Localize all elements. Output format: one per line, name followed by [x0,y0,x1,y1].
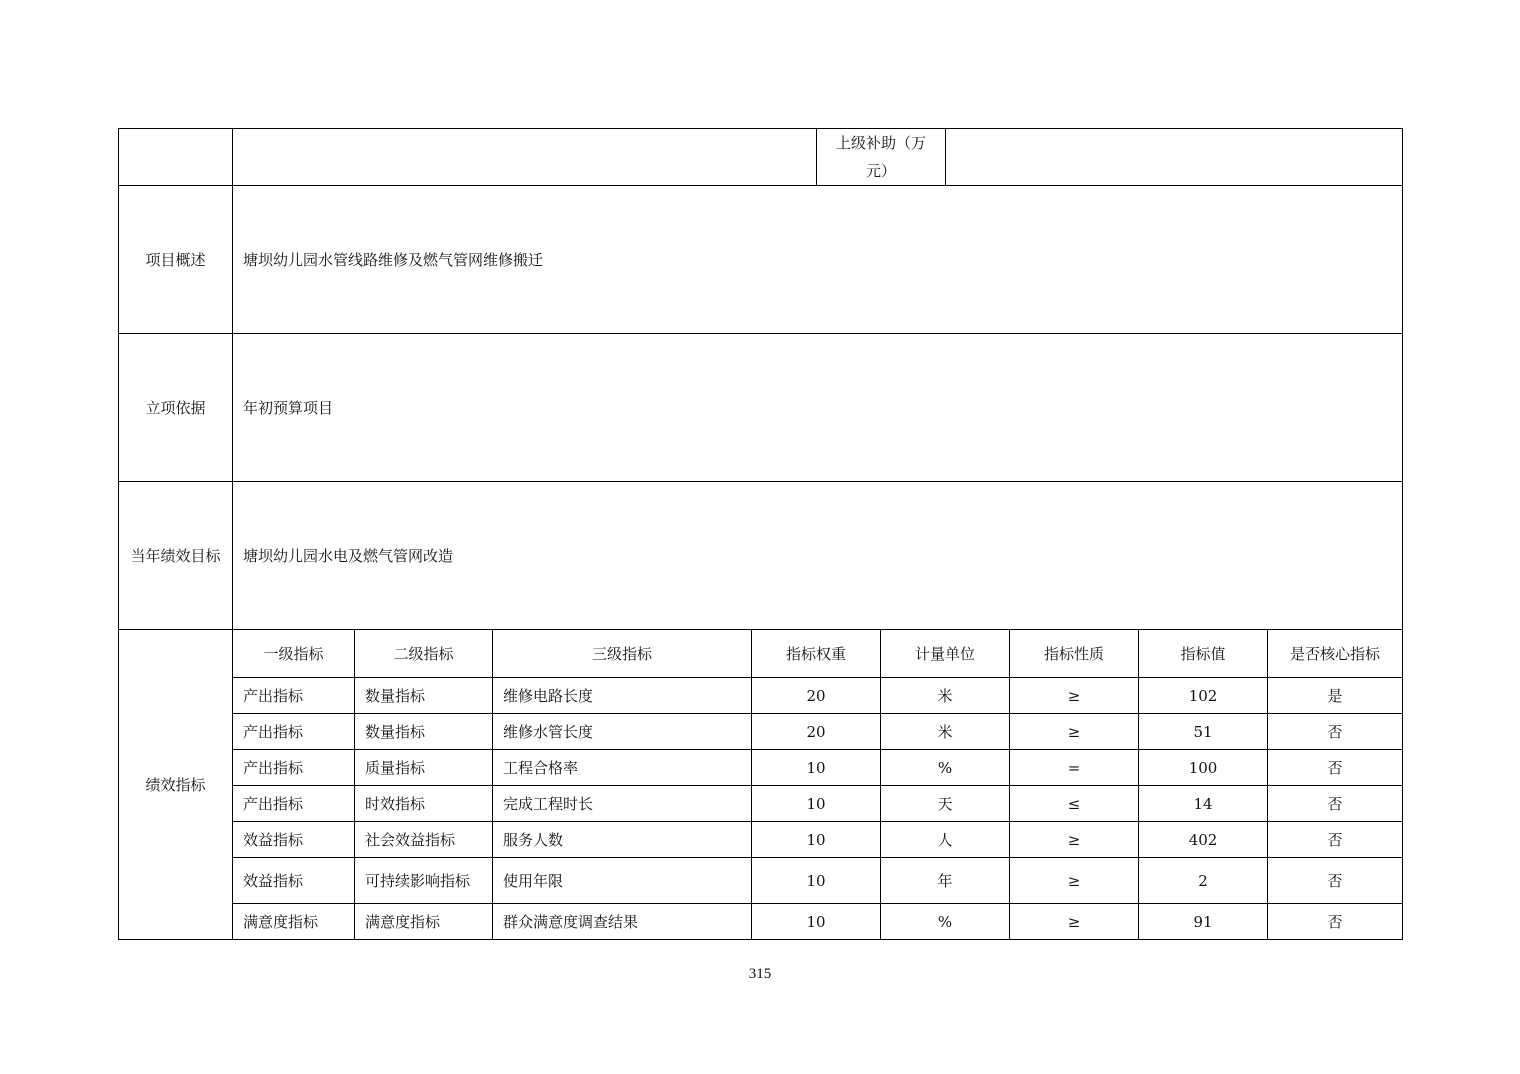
cell-level1: 产出指标 [233,786,355,822]
cell-core: 否 [1268,904,1403,940]
header-value: 指标值 [1139,630,1268,678]
cell-value: 102 [1139,678,1268,714]
cell-weight: 10 [752,858,881,904]
basis-value: 年初预算项目 [233,334,1403,482]
blank-value-cell [233,129,817,186]
cell-value: 51 [1139,714,1268,750]
basis-label: 立项依据 [119,334,233,482]
cell-level2: 可持续影响指标 [355,858,493,904]
cell-level3: 完成工程时长 [493,786,752,822]
cell-unit: 人 [881,822,1010,858]
cell-nature: ≥ [1010,714,1139,750]
cell-level1: 满意度指标 [233,904,355,940]
cell-nature: ≤ [1010,786,1139,822]
cell-level3: 维修电路长度 [493,678,752,714]
cell-level1: 产出指标 [233,678,355,714]
header-level1: 一级指标 [233,630,355,678]
cell-weight: 20 [752,678,881,714]
cell-weight: 20 [752,714,881,750]
cell-value: 14 [1139,786,1268,822]
cell-value: 402 [1139,822,1268,858]
cell-nature: ≥ [1010,822,1139,858]
page-number: 315 [748,966,772,982]
cell-level1: 效益指标 [233,858,355,904]
cell-level2: 满意度指标 [355,904,493,940]
header-weight: 指标权重 [752,630,881,678]
cell-unit: 年 [881,858,1010,904]
cell-core: 否 [1268,858,1403,904]
cell-weight: 10 [752,904,881,940]
indicators-label: 绩效指标 [119,630,233,940]
table-row [119,750,1403,786]
subsidy-row [119,129,1403,186]
overview-value: 塘坝幼儿园水管线路维修及燃气管网维修搬迁 [233,186,1403,334]
header-nature: 指标性质 [1010,630,1139,678]
cell-value: 2 [1139,858,1268,904]
basis-row [119,334,1403,482]
cell-unit: % [881,904,1010,940]
cell-weight: 10 [752,822,881,858]
cell-level2: 时效指标 [355,786,493,822]
table-row [119,858,1403,904]
overview-row [119,186,1403,334]
cell-core: 否 [1268,714,1403,750]
cell-level3: 使用年限 [493,858,752,904]
performance-table [118,128,1403,940]
cell-level2: 数量指标 [355,714,493,750]
cell-nature: ≥ [1010,678,1139,714]
cell-value: 100 [1139,750,1268,786]
cell-core: 否 [1268,822,1403,858]
indicator-header-row [119,630,1403,678]
cell-level3: 维修水管长度 [493,714,752,750]
cell-weight: 10 [752,786,881,822]
subsidy-label: 上级补助（万元） [817,129,946,186]
header-core: 是否核心指标 [1268,630,1403,678]
goal-label: 当年绩效目标 [119,482,233,630]
goal-value: 塘坝幼儿园水电及燃气管网改造 [233,482,1403,630]
table-row [119,714,1403,750]
cell-core: 是 [1268,678,1403,714]
table-row [119,678,1403,714]
cell-unit: 天 [881,786,1010,822]
cell-unit: 米 [881,678,1010,714]
cell-level3: 工程合格率 [493,750,752,786]
cell-nature: ≥ [1010,904,1139,940]
subsidy-value [946,129,1403,186]
blank-label-cell [119,129,233,186]
cell-nature: = [1010,750,1139,786]
header-unit: 计量单位 [881,630,1010,678]
cell-level1: 产出指标 [233,714,355,750]
cell-level2: 社会效益指标 [355,822,493,858]
cell-nature: ≥ [1010,858,1139,904]
cell-core: 否 [1268,750,1403,786]
table-row [119,786,1403,822]
cell-level1: 产出指标 [233,750,355,786]
cell-unit: % [881,750,1010,786]
cell-level1: 效益指标 [233,822,355,858]
goal-row [119,482,1403,630]
header-level3: 三级指标 [493,630,752,678]
cell-core: 否 [1268,786,1403,822]
overview-label: 项目概述 [119,186,233,334]
cell-level3: 服务人数 [493,822,752,858]
header-level2: 二级指标 [355,630,493,678]
cell-weight: 10 [752,750,881,786]
table-row [119,904,1403,940]
cell-unit: 米 [881,714,1010,750]
cell-value: 91 [1139,904,1268,940]
cell-level3: 群众满意度调查结果 [493,904,752,940]
cell-level2: 数量指标 [355,678,493,714]
cell-level2: 质量指标 [355,750,493,786]
table-row [119,822,1403,858]
